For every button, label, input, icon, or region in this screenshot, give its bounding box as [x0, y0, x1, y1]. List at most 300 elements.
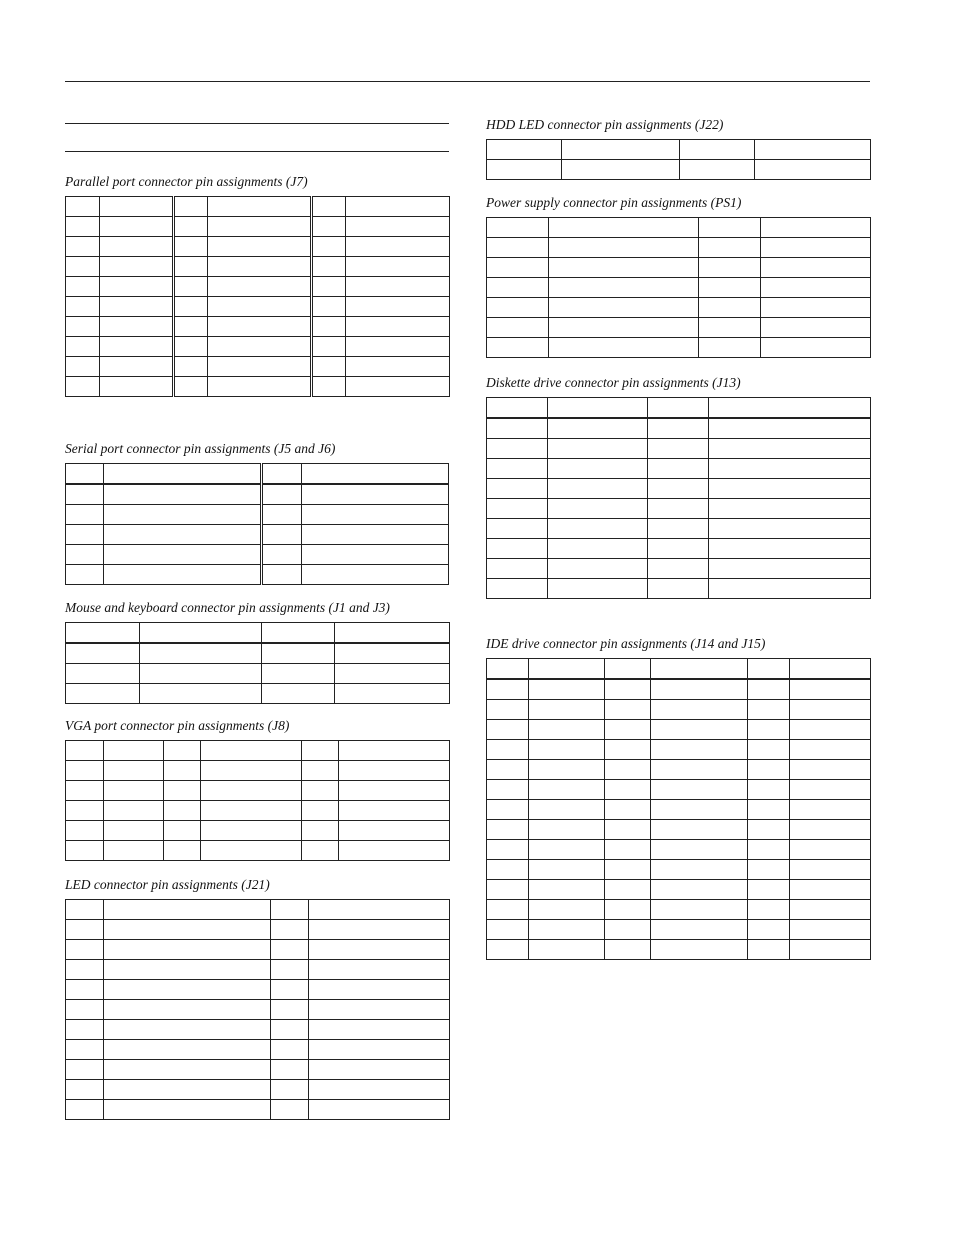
table-cell [699, 338, 761, 358]
table-cell [174, 317, 208, 337]
table-row [487, 559, 871, 579]
table-cell [262, 565, 302, 585]
table-cell [651, 720, 748, 740]
table-cell [487, 700, 529, 720]
table-cell [651, 880, 748, 900]
table-cell [309, 1060, 450, 1080]
table-cell [312, 217, 346, 237]
table-cell [651, 679, 748, 700]
table-cell [208, 237, 312, 257]
table-cell [487, 720, 529, 740]
table-cell [605, 679, 651, 700]
table-cell [648, 479, 709, 499]
table-cell [104, 1080, 271, 1100]
table-row [487, 579, 871, 599]
table-cell [66, 484, 104, 505]
table-row [66, 940, 450, 960]
table-cell [66, 525, 104, 545]
table-cell [709, 499, 871, 519]
table-cell [100, 217, 174, 237]
table-cell [262, 664, 335, 684]
table-cell [346, 257, 450, 277]
table-cell [529, 659, 605, 680]
table-cell [487, 140, 562, 160]
table-cell [562, 160, 680, 180]
table-cell [748, 840, 790, 860]
table-cell [487, 659, 529, 680]
table-row [487, 338, 871, 358]
table-cell [104, 761, 164, 781]
table-cell [100, 277, 174, 297]
table-cell [66, 257, 100, 277]
table-row [487, 880, 871, 900]
table-cell [651, 940, 748, 960]
table-cell [548, 439, 648, 459]
table-cell [140, 684, 262, 704]
table-cell [709, 579, 871, 599]
mouse-keyboard-caption: Mouse and keyboard connector pin assignments (J1 and J3) [65, 600, 390, 615]
table-row [487, 659, 871, 680]
table-cell [302, 545, 449, 565]
table-cell [651, 800, 748, 820]
table-cell [208, 297, 312, 317]
table-cell [761, 278, 871, 298]
table-cell [790, 780, 871, 800]
table-row [66, 1100, 450, 1120]
table-cell [648, 418, 709, 439]
table-cell [302, 841, 339, 861]
table-cell [699, 278, 761, 298]
table-cell [487, 318, 549, 338]
table-cell [104, 545, 262, 565]
table-row [66, 337, 450, 357]
table-cell [104, 505, 262, 525]
table-cell [487, 398, 548, 419]
table-cell [529, 760, 605, 780]
table-cell [790, 800, 871, 820]
table-cell [335, 684, 450, 704]
table-cell [271, 980, 309, 1000]
table-cell [790, 820, 871, 840]
table-cell [487, 418, 548, 439]
table-cell [104, 1020, 271, 1040]
table-cell [66, 841, 104, 861]
table-cell [302, 761, 339, 781]
table-cell [309, 1040, 450, 1060]
table-cell [605, 659, 651, 680]
table-cell [548, 418, 648, 439]
table-row [66, 545, 449, 565]
table-cell [302, 781, 339, 801]
table-cell [271, 900, 309, 920]
table-cell [66, 464, 104, 485]
table-cell [605, 700, 651, 720]
table-cell [529, 700, 605, 720]
table-cell [605, 860, 651, 880]
table-row [487, 679, 871, 700]
table-cell [648, 398, 709, 419]
table-cell [605, 900, 651, 920]
table-row [487, 920, 871, 940]
table-cell [529, 840, 605, 860]
table-cell [271, 1080, 309, 1100]
table-cell [66, 317, 100, 337]
table-cell [262, 545, 302, 565]
table-cell [529, 860, 605, 880]
table-cell [66, 1100, 104, 1120]
table-cell [487, 920, 529, 940]
table-cell [271, 1000, 309, 1020]
parallel-caption: Parallel port connector pin assignments (J7) [65, 174, 308, 189]
table-cell [66, 565, 104, 585]
table-cell [201, 781, 302, 801]
table-cell [140, 664, 262, 684]
table-cell [201, 821, 302, 841]
table-cell [100, 197, 174, 217]
table-cell [346, 237, 450, 257]
led-table [65, 899, 450, 1120]
table-cell [680, 140, 755, 160]
table-cell [100, 357, 174, 377]
table-cell [748, 820, 790, 840]
table-row [487, 258, 871, 278]
table-cell [208, 257, 312, 277]
table-cell [748, 800, 790, 820]
table-cell [548, 398, 648, 419]
table-cell [271, 1060, 309, 1080]
table-cell [66, 1080, 104, 1100]
table-cell [748, 900, 790, 920]
table-cell [66, 821, 104, 841]
table-cell [66, 781, 104, 801]
table-row [66, 257, 450, 277]
table-row [487, 900, 871, 920]
table-cell [790, 840, 871, 860]
table-row [66, 1000, 450, 1020]
table-cell [66, 741, 104, 761]
table-cell [487, 579, 548, 599]
table-row [66, 1080, 450, 1100]
table-cell [648, 539, 709, 559]
table-cell [699, 218, 761, 238]
table-cell [651, 740, 748, 760]
table-cell [529, 800, 605, 820]
table-cell [790, 900, 871, 920]
table-cell [487, 820, 529, 840]
table-row [66, 980, 450, 1000]
table-cell [66, 761, 104, 781]
table-cell [605, 800, 651, 820]
table-cell [748, 760, 790, 780]
table-cell [487, 519, 548, 539]
table-cell [66, 900, 104, 920]
table-cell [66, 940, 104, 960]
table-cell [201, 801, 302, 821]
table-cell [271, 1100, 309, 1120]
table-cell [605, 720, 651, 740]
table-cell [66, 1040, 104, 1060]
table-cell [487, 278, 549, 298]
table-row [66, 1060, 450, 1080]
table-cell [529, 720, 605, 740]
hdd-led-caption: HDD LED connector pin assignments (J22) [486, 117, 724, 132]
table-cell [748, 720, 790, 740]
table-row [66, 377, 450, 397]
table-cell [346, 277, 450, 297]
table-cell [549, 218, 699, 238]
table-cell [309, 1020, 450, 1040]
table-cell [346, 197, 450, 217]
table-cell [487, 479, 548, 499]
table-row [66, 484, 449, 505]
table-cell [271, 1020, 309, 1040]
table-cell [335, 643, 450, 664]
table-cell [487, 740, 529, 760]
table-cell [346, 217, 450, 237]
table-cell [548, 579, 648, 599]
table-cell [549, 278, 699, 298]
table-row [487, 238, 871, 258]
table-row [487, 760, 871, 780]
table-cell [748, 920, 790, 940]
table-cell [487, 780, 529, 800]
table-cell [648, 559, 709, 579]
table-cell [174, 357, 208, 377]
table-cell [309, 980, 450, 1000]
table-cell [174, 197, 208, 217]
vga-caption: VGA port connector pin assignments (J8) [65, 718, 290, 733]
table-cell [312, 197, 346, 217]
table-row [487, 499, 871, 519]
table-cell [271, 940, 309, 960]
table-cell [748, 700, 790, 720]
table-cell [302, 801, 339, 821]
table-cell [487, 258, 549, 278]
table-cell [208, 197, 312, 217]
table-cell [66, 377, 100, 397]
table-row [487, 418, 871, 439]
table-cell [339, 741, 450, 761]
table-cell [487, 459, 548, 479]
power-supply-caption: Power supply connector pin assignments (PS1) [486, 195, 742, 210]
table-cell [271, 1040, 309, 1060]
ide-table [486, 658, 871, 960]
table-cell [529, 740, 605, 760]
table-cell [548, 479, 648, 499]
table-cell [164, 741, 201, 761]
table-cell [164, 781, 201, 801]
table-cell [140, 623, 262, 644]
table-row [66, 821, 450, 841]
table-row [487, 140, 871, 160]
table-cell [104, 801, 164, 821]
table-cell [66, 277, 100, 297]
table-row [66, 781, 450, 801]
table-cell [104, 940, 271, 960]
page-header-rule [65, 81, 870, 82]
table-cell [748, 940, 790, 960]
led-caption: LED connector pin assignments (J21) [65, 877, 270, 892]
table-cell [761, 238, 871, 258]
table-cell [66, 505, 104, 525]
table-cell [648, 519, 709, 539]
table-cell [66, 684, 140, 704]
table-cell [709, 398, 871, 419]
table-cell [312, 257, 346, 277]
table-cell [709, 439, 871, 459]
table-cell [104, 920, 271, 940]
table-row [487, 740, 871, 760]
table-cell [549, 318, 699, 338]
table-cell [104, 980, 271, 1000]
table-row [66, 841, 450, 861]
table-cell [529, 940, 605, 960]
table-cell [549, 258, 699, 278]
table-cell [66, 297, 100, 317]
table-row [487, 860, 871, 880]
table-cell [605, 940, 651, 960]
table-cell [302, 505, 449, 525]
table-cell [104, 1060, 271, 1080]
table-cell [487, 338, 549, 358]
table-cell [761, 298, 871, 318]
table-cell [651, 700, 748, 720]
table-cell [104, 960, 271, 980]
table-row [487, 439, 871, 459]
table-cell [312, 337, 346, 357]
table-cell [651, 820, 748, 840]
table-cell [651, 840, 748, 860]
table-row [66, 960, 450, 980]
table-row [487, 318, 871, 338]
table-cell [346, 297, 450, 317]
table-cell [104, 781, 164, 801]
table-cell [339, 761, 450, 781]
table-row [487, 840, 871, 860]
table-cell [104, 821, 164, 841]
table-cell [100, 297, 174, 317]
table-cell [487, 880, 529, 900]
table-cell [529, 820, 605, 840]
table-cell [164, 841, 201, 861]
table-row [66, 643, 450, 664]
power-supply-table [486, 217, 871, 358]
table-cell [699, 298, 761, 318]
table-row [66, 525, 449, 545]
table-cell [100, 257, 174, 277]
table-cell [339, 841, 450, 861]
table-cell [100, 237, 174, 257]
table-cell [487, 940, 529, 960]
table-cell [312, 277, 346, 297]
table-cell [104, 464, 262, 485]
table-cell [208, 357, 312, 377]
table-cell [548, 519, 648, 539]
table-cell [66, 664, 140, 684]
table-row [66, 623, 450, 644]
table-cell [174, 237, 208, 257]
diskette-caption: Diskette drive connector pin assignments (J13) [486, 375, 741, 390]
table-cell [302, 821, 339, 841]
table-cell [790, 940, 871, 960]
table-cell [761, 218, 871, 238]
table-cell [748, 679, 790, 700]
table-cell [66, 545, 104, 565]
table-cell [548, 499, 648, 519]
table-cell [790, 920, 871, 940]
table-cell [529, 920, 605, 940]
table-cell [487, 900, 529, 920]
table-cell [487, 298, 549, 318]
table-cell [271, 960, 309, 980]
table-cell [605, 840, 651, 860]
table-cell [100, 377, 174, 397]
table-cell [790, 860, 871, 880]
table-cell [201, 761, 302, 781]
table-cell [748, 880, 790, 900]
table-cell [761, 318, 871, 338]
table-cell [302, 484, 449, 505]
table-cell [699, 318, 761, 338]
table-cell [346, 357, 450, 377]
table-row [487, 940, 871, 960]
table-cell [312, 237, 346, 257]
table-row [66, 900, 450, 920]
table-cell [104, 1040, 271, 1060]
table-cell [487, 800, 529, 820]
table-cell [309, 920, 450, 940]
table-cell [562, 140, 680, 160]
table-cell [487, 679, 529, 700]
table-cell [104, 484, 262, 505]
table-row [66, 217, 450, 237]
table-cell [529, 880, 605, 900]
table-cell [302, 565, 449, 585]
table-cell [66, 801, 104, 821]
table-cell [487, 439, 548, 459]
table-cell [709, 519, 871, 539]
table-cell [709, 418, 871, 439]
table-cell [164, 801, 201, 821]
table-cell [648, 499, 709, 519]
table-cell [312, 357, 346, 377]
table-row [487, 278, 871, 298]
table-row [487, 700, 871, 720]
table-cell [262, 525, 302, 545]
section-rule-top [65, 123, 449, 124]
table-cell [529, 900, 605, 920]
table-row [487, 479, 871, 499]
table-cell [346, 337, 450, 357]
table-cell [309, 900, 450, 920]
table-row [487, 519, 871, 539]
diskette-table [486, 397, 871, 599]
table-cell [605, 740, 651, 760]
table-cell [208, 377, 312, 397]
table-cell [140, 643, 262, 664]
table-cell [699, 258, 761, 278]
table-cell [680, 160, 755, 180]
table-row [487, 459, 871, 479]
table-row [66, 357, 450, 377]
table-cell [605, 820, 651, 840]
table-cell [648, 579, 709, 599]
table-cell [790, 679, 871, 700]
table-cell [748, 860, 790, 880]
table-cell [271, 920, 309, 940]
table-cell [312, 297, 346, 317]
table-cell [104, 565, 262, 585]
